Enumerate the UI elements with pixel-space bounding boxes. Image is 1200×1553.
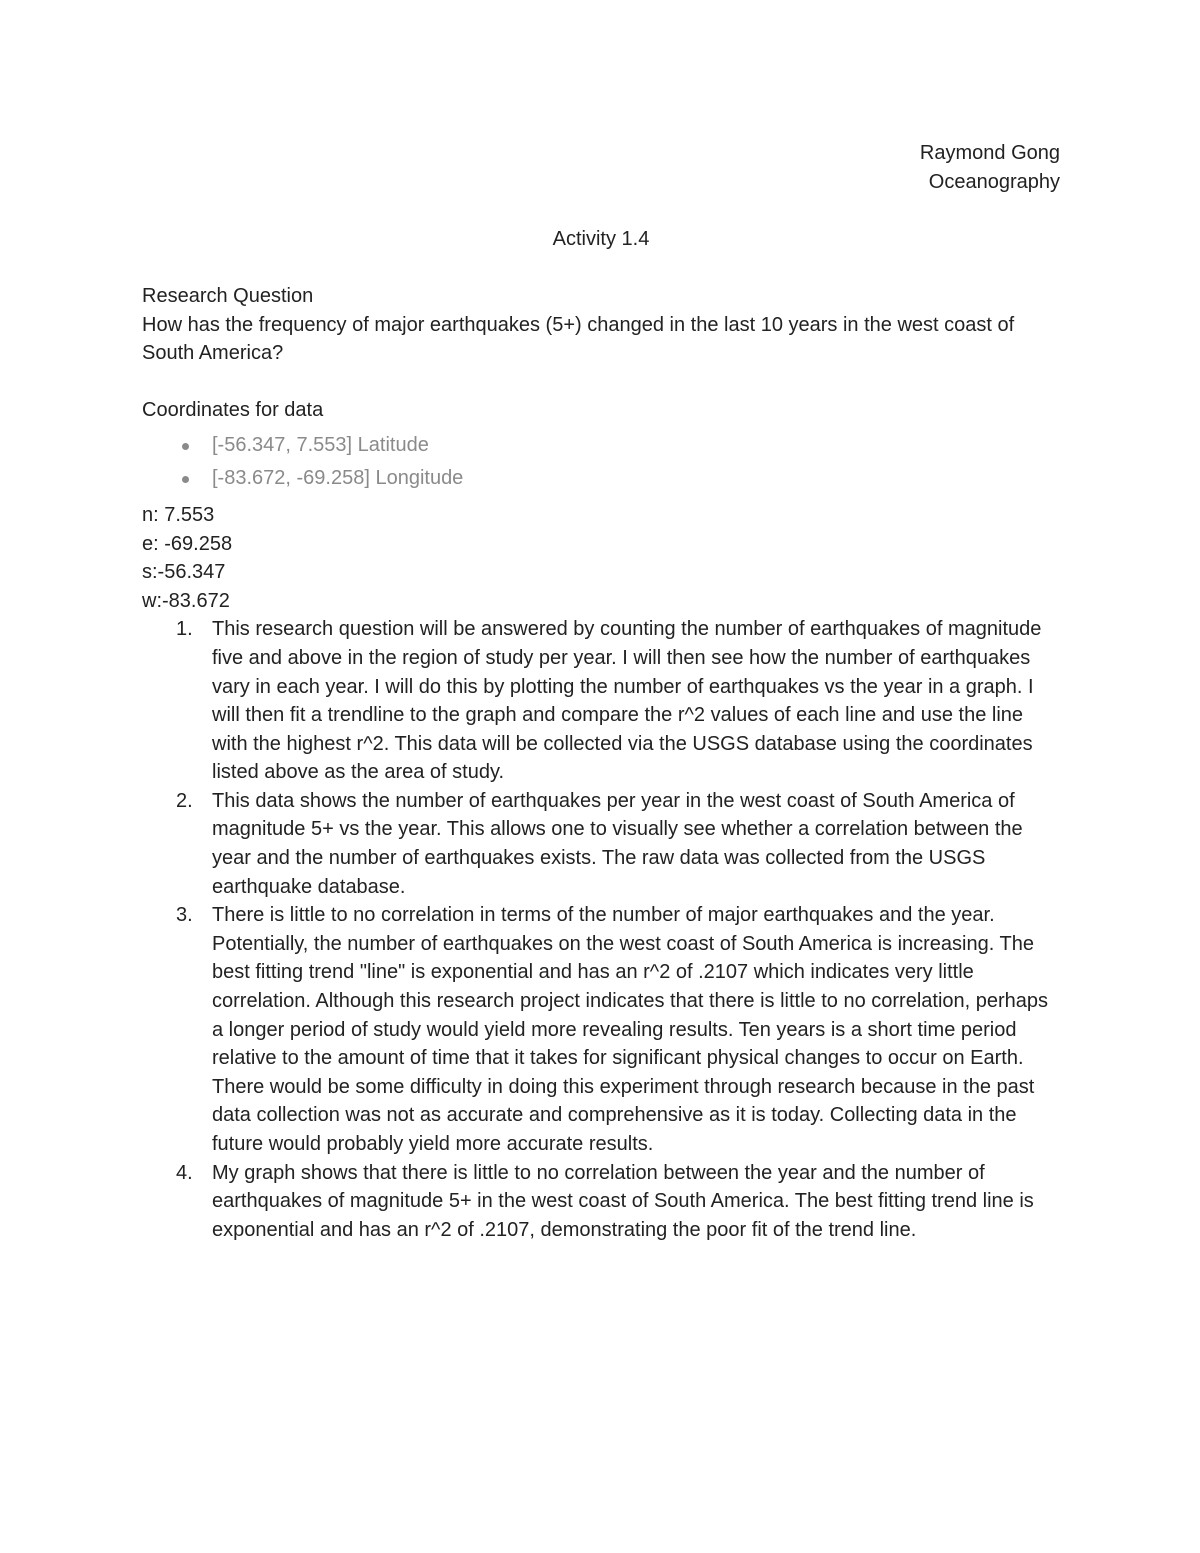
bullet-dot-icon [182,443,189,450]
author-name: Raymond Gong [919,142,1060,164]
list-number: 2. [176,789,193,812]
answer-text: My graph shows that there is little to no correlation between the year and the number of earthquakes of magnitude 5+ in the west coast of South America. The best fitting trend line is exponential and has an r^2 of .2107, demonstrating the poor fit of the trend line. [212,1161,1034,1241]
answer-text: There is little to no correlation in terms of the number of major earthquakes and the year. Potentially, the number of earthquakes on the west coast of South America is increasing. The best fitting trend "line" is exponential and has an r^2 of .2107 which indicates very little correlation. Although this research project indicates that there is little to no correlation, perhaps a longer period of study would yield more revealing results. Ten years is a short time period relative to the amount of time that it takes for significant physical changes to occur on Earth. There would be some difficulty in doing this experiment through research because in the past data collection was not as accurate and comprehensive as it is today. Collecting data in the future would probably yield more accurate results. [212,904,1049,1155]
spacer [142,253,1060,282]
bound-south: s:-56.347 [142,561,226,584]
research-question-text: How has the frequency of major earthquakes (5+) changed in the last 10 years in the west coast of South America? [142,313,1015,365]
answers-list [142,615,1060,1244]
answer-text: This data shows the number of earthquakes per year in the west coast of South America of magnitude 5+ vs the year. This allows one to visually see whether a correlation between the year and the number of earthquakes exists. The raw data was collected from the USGS earthquake database. [212,789,1023,898]
answer-item-3 [142,901,1060,1158]
list-number: 4. [176,1161,193,1184]
bound-east: e: -69.258 [142,532,233,555]
spacer [142,368,1060,397]
bullet-text: [-83.672, -69.258] Longitude [212,466,464,489]
research-question-heading: Research Question [142,284,314,307]
bullet-dot-icon [182,476,189,483]
document-title: Activity 1.4 [552,227,650,250]
document-page [142,139,1060,1244]
answer-item-2 [142,787,1060,901]
coordinates-bullet-list [142,429,1060,495]
bullet-item-longitude [142,462,1060,495]
list-number: 1. [176,618,193,641]
bullet-text: [-56.347, 7.553] Latitude [212,433,429,456]
bound-north: n: 7.553 [142,503,215,526]
bound-west: w:-83.672 [142,589,230,612]
bullet-item-latitude [142,429,1060,462]
answer-item-4 [142,1159,1060,1245]
answer-text: This research question will be answered by counting the number of earthquakes of magnitude five and above in the region of study per year. I will then see how the number of earthquakes vary in each year. I will do this by plotting the number of earthquakes vs the year in a graph. I will then fit a trendline to the graph and compare the r^2 values of each line and use the line with the highest r^2. This data will be collected via the USGS database using the coordinates listed above as the area of study. [212,618,1042,784]
list-number: 3. [176,904,193,927]
answer-item-1 [142,615,1060,787]
coordinates-heading: Coordinates for data [142,399,324,422]
course-name: Oceanography [928,170,1060,193]
